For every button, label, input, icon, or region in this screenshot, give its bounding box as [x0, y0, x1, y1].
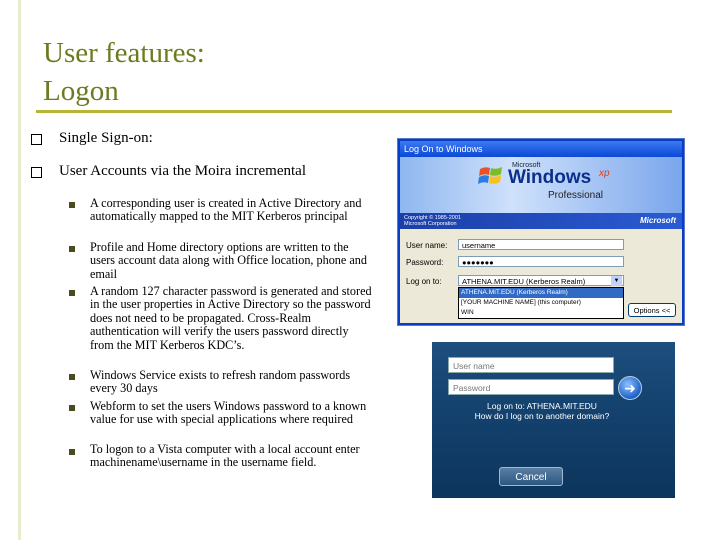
sub-bullet-random-password: A random 127 character password is generated and stored in the user properties in Active Directory so the password does not need to be propagated. Cross-Realm authentication will verify the users password directly from the MIT Kerberos KDC’s. [90, 284, 372, 352]
sub-bullet-square-icon [69, 449, 75, 455]
xp-microsoft-small: Microsoft [512, 162, 541, 169]
xp-edition: Professional [548, 190, 604, 201]
xp-dialog-title: Log On to Windows [400, 141, 682, 157]
xp-logon-to-select[interactable] [458, 275, 624, 286]
xp-logon-to-label: Log on to: [406, 277, 442, 286]
xp-xp-mark: xp [599, 168, 610, 179]
sub-bullet-square-icon [69, 246, 75, 252]
vista-logon-to: Log on to: ATHENA.MIT.EDU [487, 401, 597, 411]
bullet-single-sign-on: Single Sign-on: [59, 130, 153, 146]
sub-bullet-vista-local: To logon to a Vista computer with a local account enter machinename\username in the username field. [90, 442, 360, 470]
sub-bullet-profile-home: Profile and Home directory options are written to the users account data along with Office location, phone and email [90, 240, 367, 281]
xp-microsoft-brand: Microsoft [640, 216, 676, 225]
sub-bullet-square-icon [69, 374, 75, 380]
xp-username-label: User name: [406, 241, 448, 250]
bullet-box-icon [31, 167, 42, 178]
chevron-down-icon[interactable]: ▼ [611, 276, 622, 286]
windows-flag-icon [478, 165, 504, 187]
xp-logon-option[interactable]: [YOUR MACHINE NAME] (this computer) [461, 299, 581, 306]
xp-logon-to-value: ATHENA.MIT.EDU (Kerberos Realm) [462, 277, 586, 286]
xp-logon-to-dropdown [458, 287, 624, 319]
vista-password-input[interactable]: Password [448, 379, 614, 395]
sub-bullet-webform: Webform to set the users Windows password to a known value for use with special applications where required [90, 399, 367, 427]
vista-domain-help-link[interactable]: How do I log on to another domain? [474, 411, 610, 421]
xp-banner [400, 157, 682, 213]
arrow-right-icon[interactable]: ➜ [618, 376, 642, 400]
title-underline [36, 110, 672, 113]
xp-password-label: Password: [406, 258, 444, 267]
xp-username-field[interactable]: username [458, 239, 624, 250]
bullet-box-icon [31, 134, 42, 145]
xp-copyright-strip [400, 213, 682, 229]
sub-bullet-user-created: A corresponding user is created in Active Directory and automatically mapped to the MIT Kerberos principal [90, 196, 362, 224]
xp-copyright: Copyright © 1985-2001 Microsoft Corporation [404, 215, 461, 227]
xp-windows-wordmark: Windows [508, 167, 592, 188]
vista-cancel-button[interactable]: Cancel [499, 467, 563, 486]
slide-title-line1: User features: [43, 37, 205, 69]
slide-left-accent-bar [18, 0, 21, 540]
bullet-user-accounts: User Accounts via the Moira incremental [59, 163, 307, 179]
xp-logon-option[interactable]: WIN [461, 309, 474, 316]
xp-logon-option[interactable]: ATHENA.MIT.EDU (Kerberos Realm) [459, 288, 623, 298]
sub-bullet-square-icon [69, 202, 75, 208]
vista-logon-screen [432, 342, 675, 498]
slide-title [43, 34, 205, 110]
xp-logon-dialog [397, 138, 685, 326]
xp-options-button[interactable]: Options << [628, 303, 676, 317]
xp-password-field[interactable]: ●●●●●●● [458, 256, 624, 267]
sub-bullet-square-icon [69, 405, 75, 411]
vista-username-input[interactable]: User name [448, 357, 614, 373]
sub-bullet-square-icon [69, 290, 75, 296]
xp-dialog-body [400, 213, 682, 323]
slide-title-line2: Logon [43, 75, 119, 107]
sub-bullet-windows-service: Windows Service exists to refresh random passwords every 30 days [90, 368, 351, 396]
